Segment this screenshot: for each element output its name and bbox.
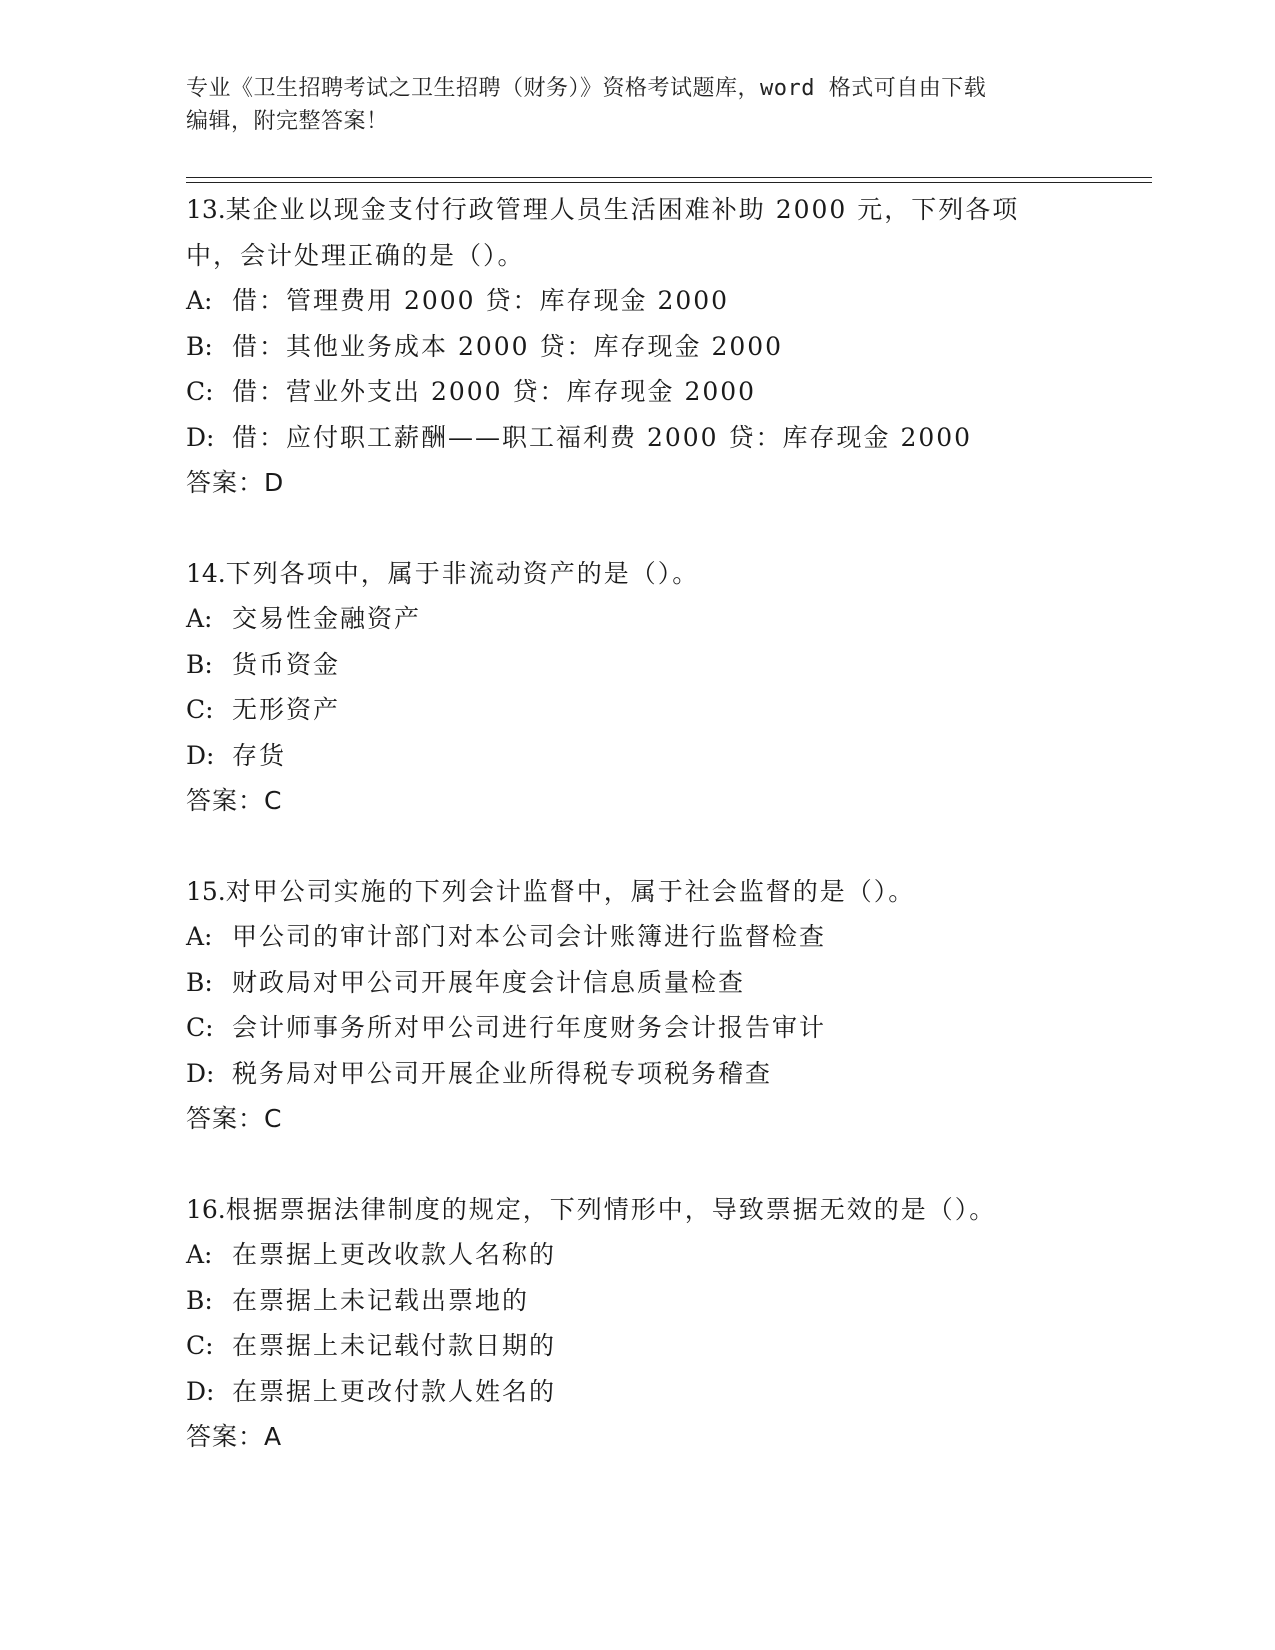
option-b — [186, 1278, 1066, 1324]
question-15 — [186, 869, 1066, 1142]
option-letter: C: — [186, 1331, 214, 1360]
question-stem — [186, 1187, 1066, 1233]
option-letter: B: — [186, 967, 213, 997]
question-text: 某企业以现金支付行政管理人员生活困难补助 2000 元，下列各项中，会计处理正确的是（）。 — [186, 195, 1020, 270]
answer-line: 答案：C — [186, 1104, 283, 1133]
option-a — [186, 1232, 1066, 1278]
option-c — [186, 1005, 1066, 1051]
header-divider-top — [186, 177, 1152, 178]
option-text: 借：应付职工薪酬——职工福利费 2000 贷：库存现金 2000 — [232, 422, 973, 452]
option-b — [186, 960, 1066, 1006]
option-c — [186, 1323, 1066, 1369]
answer-line: 答案：A — [186, 1422, 283, 1451]
question-text: 对甲公司实施的下列会计监督中，属于社会监督的是（）。 — [225, 876, 916, 906]
option-letter: A: — [186, 604, 213, 633]
option-text: 在票据上未记载付款日期的 — [232, 1331, 557, 1360]
option-c — [186, 687, 1066, 733]
question-text: 根据票据法律制度的规定，下列情形中，导致票据无效的是（）。 — [225, 1194, 997, 1224]
option-letter: D: — [186, 740, 215, 770]
option-letter: A: — [186, 1240, 213, 1269]
option-text: 甲公司的审计部门对本公司会计账簿进行监督检查 — [232, 922, 827, 951]
option-text: 财政局对甲公司开展年度会计信息质量检查 — [232, 967, 746, 997]
option-d — [186, 415, 1066, 461]
option-letter: D: — [186, 1058, 215, 1088]
option-text: 交易性金融资产 — [232, 604, 422, 633]
option-a — [186, 914, 1066, 960]
question-stem — [186, 869, 1066, 915]
option-text: 在票据上更改收款人名称的 — [232, 1240, 557, 1269]
option-text: 存货 — [232, 740, 287, 770]
option-letter: D: — [186, 422, 215, 452]
option-d — [186, 1051, 1066, 1097]
answer-line: 答案：D — [186, 468, 285, 497]
answer-line: 答案：C — [186, 786, 283, 815]
option-letter: B: — [186, 649, 213, 679]
question-stem — [186, 551, 1066, 597]
option-a — [186, 278, 1066, 324]
header-line-1: 专业《卫生招聘考试之卫生招聘（财务）》资格考试题库，word 格式可自由下载 — [186, 76, 987, 101]
option-text: 借：其他业务成本 2000 贷：库存现金 2000 — [232, 331, 784, 361]
option-letter: A: — [186, 286, 213, 315]
option-letter: B: — [186, 331, 213, 361]
option-text: 税务局对甲公司开展企业所得税专项税务稽查 — [232, 1058, 773, 1088]
option-text: 无形资产 — [232, 695, 341, 724]
question-stem — [186, 187, 1066, 278]
option-a — [186, 596, 1066, 642]
option-text: 借：营业外支出 2000 贷：库存现金 2000 — [232, 377, 757, 406]
option-b — [186, 324, 1066, 370]
question-14 — [186, 551, 1066, 824]
header-line-2: 编辑，附完整答案！ — [186, 109, 389, 134]
question-number: 15. — [186, 876, 226, 906]
question-13 — [186, 187, 1066, 506]
option-letter: C: — [186, 1013, 214, 1042]
header-divider-bottom — [186, 182, 1152, 183]
option-d — [186, 1369, 1066, 1415]
option-d — [186, 733, 1066, 779]
option-text: 在票据上更改付款人姓名的 — [232, 1376, 557, 1406]
option-letter: C: — [186, 695, 214, 724]
option-text: 货币资金 — [232, 649, 341, 679]
question-list — [186, 187, 1066, 1505]
option-text: 在票据上未记载出票地的 — [232, 1285, 530, 1315]
option-letter: C: — [186, 377, 214, 406]
option-b — [186, 642, 1066, 688]
option-text: 借：管理费用 2000 贷：库存现金 2000 — [232, 286, 730, 315]
question-number: 13. — [186, 195, 226, 224]
question-number: 16. — [186, 1194, 226, 1224]
option-c — [186, 369, 1066, 415]
option-text: 会计师事务所对甲公司进行年度财务会计报告审计 — [232, 1013, 827, 1042]
option-letter: B: — [186, 1285, 213, 1315]
question-number: 14. — [186, 558, 226, 588]
option-letter: D: — [186, 1376, 215, 1406]
question-16 — [186, 1187, 1066, 1460]
option-letter: A: — [186, 922, 213, 951]
document-header — [186, 72, 1066, 138]
question-text: 下列各项中，属于非流动资产的是（）。 — [225, 558, 700, 588]
